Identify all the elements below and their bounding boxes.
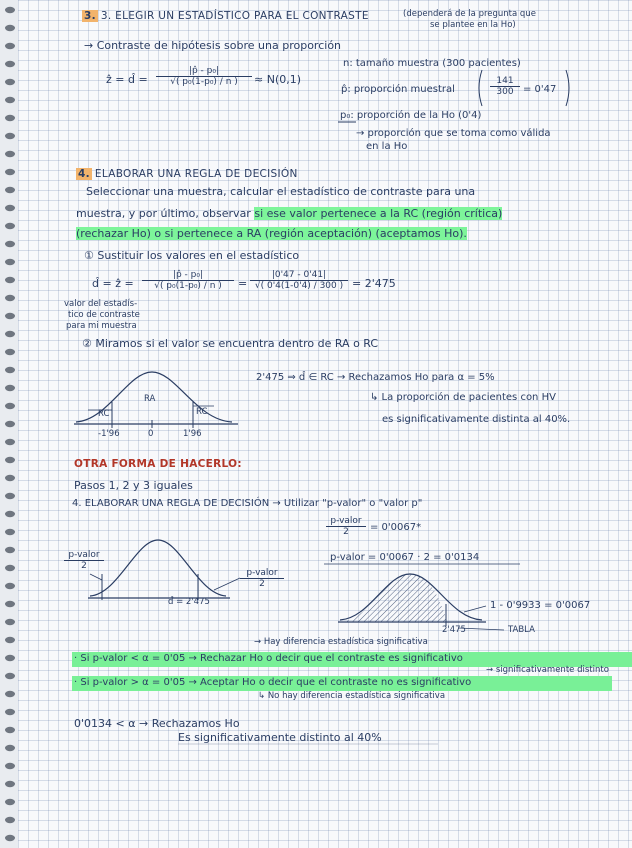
paso4-line-2: muestra, y por último, observar si ese valor pertenece a la RC (región crítica): [76, 207, 503, 220]
paso3-title: 3. 3. ELEGIR UN ESTADÍSTICO PARA EL CONTRASTE: [84, 10, 369, 22]
paso4-calc-denominator-2: √( 0'4(1-0'4) / 300 ): [254, 281, 344, 291]
spiral-ring: [5, 25, 15, 31]
curve1-ra-label: RA: [144, 394, 156, 404]
paso4-result-2: ↳ La proporción de pacientes con HV: [370, 392, 556, 403]
curve3-table-result: 1 - 0'9933 = 0'0067: [490, 600, 591, 611]
paso3-def-phat-denominator: 300: [496, 87, 514, 97]
paso4-line-3-highlight: (rechazar Ho) o si pertenece a RA (región aceptación) (aceptamos Ho).: [76, 227, 467, 240]
paso4-line-2-highlight: si ese valor pertenece a la RC (región crítica): [254, 207, 503, 220]
paso3-def-p0-note-1: → proporción que se toma como válida: [356, 128, 551, 139]
spiral-ring: [5, 475, 15, 481]
paso3-def-p0-note-2: en la Ho: [366, 141, 408, 152]
spiral-ring: [5, 457, 15, 463]
spiral-ring: [5, 295, 15, 301]
paso4-calc-lhs: d̂ = ẑ =: [92, 277, 134, 290]
spiral-ring: [5, 241, 15, 247]
spiral-ring: [5, 43, 15, 49]
paso4-line-1: Seleccionar una muestra, calcular el estadístico de contraste para una: [86, 185, 476, 198]
paso4-note-3: para mi muestra: [66, 321, 137, 331]
spiral-ring: [5, 133, 15, 139]
paso3-def-phat: p̂: proporción muestral: [341, 84, 455, 95]
paso4-result-3: es significativamente distinta al 40%.: [382, 414, 571, 425]
paso3-def-n: n: tamaño muestra (300 pacientes): [343, 58, 521, 69]
spiral-ring: [5, 97, 15, 103]
spiral-ring: [5, 691, 15, 697]
notebook-page: [18, 0, 632, 848]
spiral-ring: [5, 151, 15, 157]
paso4-calc-numerator-1: |p̂ - p₀|: [142, 270, 234, 281]
spiral-ring: [5, 313, 15, 319]
spiral-ring: [5, 799, 15, 805]
paso3-def-phat-value: = 0'47: [523, 84, 557, 95]
curve2-tick-label: d̂ = 2'475: [168, 597, 210, 607]
curve2-left-numerator: p-valor: [64, 550, 104, 561]
spiral-ring: [5, 655, 15, 661]
paso4-calc-numerator-2: |0'47 - 0'41|: [250, 270, 348, 281]
paso4-number-box: 4.: [78, 168, 90, 180]
paso4-note-1: valor del estadís-: [64, 299, 138, 309]
sketch-overlay: [18, 0, 632, 848]
curve2-right-denominator: 2: [259, 579, 265, 589]
paso4-title: 4. ELABORAR UNA REGLA DE DECISIÓN: [78, 168, 298, 180]
otra-rule-1: · Si p-valor < α = 0'05 → Rechazar Ho o decir que el contraste es significativo: [74, 653, 463, 664]
spiral-ring: [5, 349, 15, 355]
spiral-ring: [5, 673, 15, 679]
paso3-def-p0: p₀: proporción de la Ho (0'4): [340, 110, 482, 121]
curve1-rc-right-label: RC: [196, 407, 208, 417]
otra-paso4-title: 4. ELABORAR UNA REGLA DE DECISIÓN → Utilizar "p-valor" o "valor p": [72, 498, 423, 509]
curve1-rc-left-label: RC: [98, 409, 110, 419]
curve2-left-denominator: 2: [81, 561, 87, 571]
paso3-formula-numerator: |p̂ - p₀|: [156, 66, 252, 77]
spiral-ring: [5, 547, 15, 553]
curve3-table-label: TABLA: [508, 625, 535, 635]
paso4-calc-equals: =: [238, 277, 248, 290]
spiral-ring: [5, 277, 15, 283]
otra-hay-diferencia: → Hay diferencia estadística significativa: [254, 637, 428, 647]
paso3-paren-right: [566, 70, 569, 106]
otra-rule-1-note: → significativamente distinto: [486, 665, 609, 675]
spiral-ring: [5, 331, 15, 337]
paso3-paren-left: [479, 70, 482, 106]
spiral-ring: [5, 583, 15, 589]
spiral-ring: [5, 403, 15, 409]
spiral-ring: [5, 187, 15, 193]
spiral-ring: [5, 7, 15, 13]
paso4-step-2: ② Miramos si el valor se encuentra dentro de RA o RC: [82, 337, 379, 350]
spiral-ring: [5, 439, 15, 445]
spiral-ring: [5, 763, 15, 769]
spiral-ring: [5, 493, 15, 499]
otra-conclusion-2: Es significativamente distinto al 40%: [178, 731, 382, 744]
curve3-tick-label: 2'475: [442, 625, 466, 635]
spiral-ring: [5, 61, 15, 67]
paso3-formula-rhs: ≈ N(0,1): [254, 73, 302, 86]
paso3-subtitle: → Contraste de hipótesis sobre una proporción: [84, 39, 342, 52]
spiral-ring: [5, 421, 15, 427]
otra-pasos: Pasos 1, 2 y 3 iguales: [74, 479, 193, 492]
paso4-calc-result: = 2'475: [352, 277, 396, 290]
paso3-title-note-1: (dependerá de la pregunta que: [403, 9, 536, 19]
paso3-number-box: 3.: [84, 10, 96, 22]
otra-pv-half-value: = 0'0067*: [370, 522, 422, 533]
otra-no-diferencia: ↳ No hay diferencia estadística significativa: [258, 691, 446, 701]
otra-pv-half-numerator: p-valor: [326, 516, 366, 527]
curve1-tick-right: 1'96: [183, 429, 202, 439]
spiral-ring: [5, 637, 15, 643]
spiral-ring: [5, 223, 15, 229]
paso4-result-1: 2'475 ⇒ d̂ ∈ RC → Rechazamos Ho para α = 5%: [256, 372, 495, 383]
spiral-ring: [5, 565, 15, 571]
paso3-formula-lhs: ẑ = d̂ =: [106, 73, 148, 86]
paso4-note-2: tico de contraste: [68, 310, 140, 320]
otra-pv-half-denominator: 2: [343, 527, 349, 537]
spiral-ring: [5, 835, 15, 841]
otra-pv-calc: p-valor = 0'0067 · 2 = 0'0134: [330, 552, 480, 563]
otra-conclusion-1: 0'0134 < α → Rechazamos Ho: [74, 717, 240, 730]
curve2-normal-distribution: [88, 540, 240, 600]
curve1-tick-mid: 0: [148, 429, 154, 439]
spiral-ring: [5, 259, 15, 265]
paso4-step-1: ① Sustituir los valores en el estadístico: [84, 249, 300, 262]
spiral-ring: [5, 115, 15, 121]
spiral-ring: [5, 367, 15, 373]
curve1-normal-distribution: [74, 372, 238, 428]
spiral-ring: [5, 205, 15, 211]
spiral-ring: [5, 781, 15, 787]
spiral-ring: [5, 745, 15, 751]
paso3-formula-denominator: √( p₀(1-p₀) / n ): [170, 77, 238, 87]
spiral-ring: [5, 79, 15, 85]
curve1-tick-left: -1'96: [98, 429, 120, 439]
spiral-ring: [5, 727, 15, 733]
spiral-ring: [5, 619, 15, 625]
spiral-ring: [5, 709, 15, 715]
spiral-ring: [5, 511, 15, 517]
spiral-ring: [5, 529, 15, 535]
spiral-ring: [5, 601, 15, 607]
paso3-def-phat-numerator: 141: [490, 76, 520, 87]
spiral-ring: [5, 385, 15, 391]
spiral-ring: [5, 817, 15, 823]
otra-rule-2: · Si p-valor > α = 0'05 → Aceptar Ho o decir que el contraste no es significativo: [74, 677, 472, 688]
paso4-calc-denominator-1: √( p₀(1-p₀) / n ): [154, 281, 222, 291]
spiral-ring: [5, 169, 15, 175]
paso3-title-note-2: se plantee en la Ho): [430, 20, 516, 30]
curve3-normal-distribution: [338, 574, 504, 630]
curve2-right-numerator: p-valor: [240, 568, 284, 579]
otra-title: OTRA FORMA DE HACERLO:: [74, 458, 242, 470]
